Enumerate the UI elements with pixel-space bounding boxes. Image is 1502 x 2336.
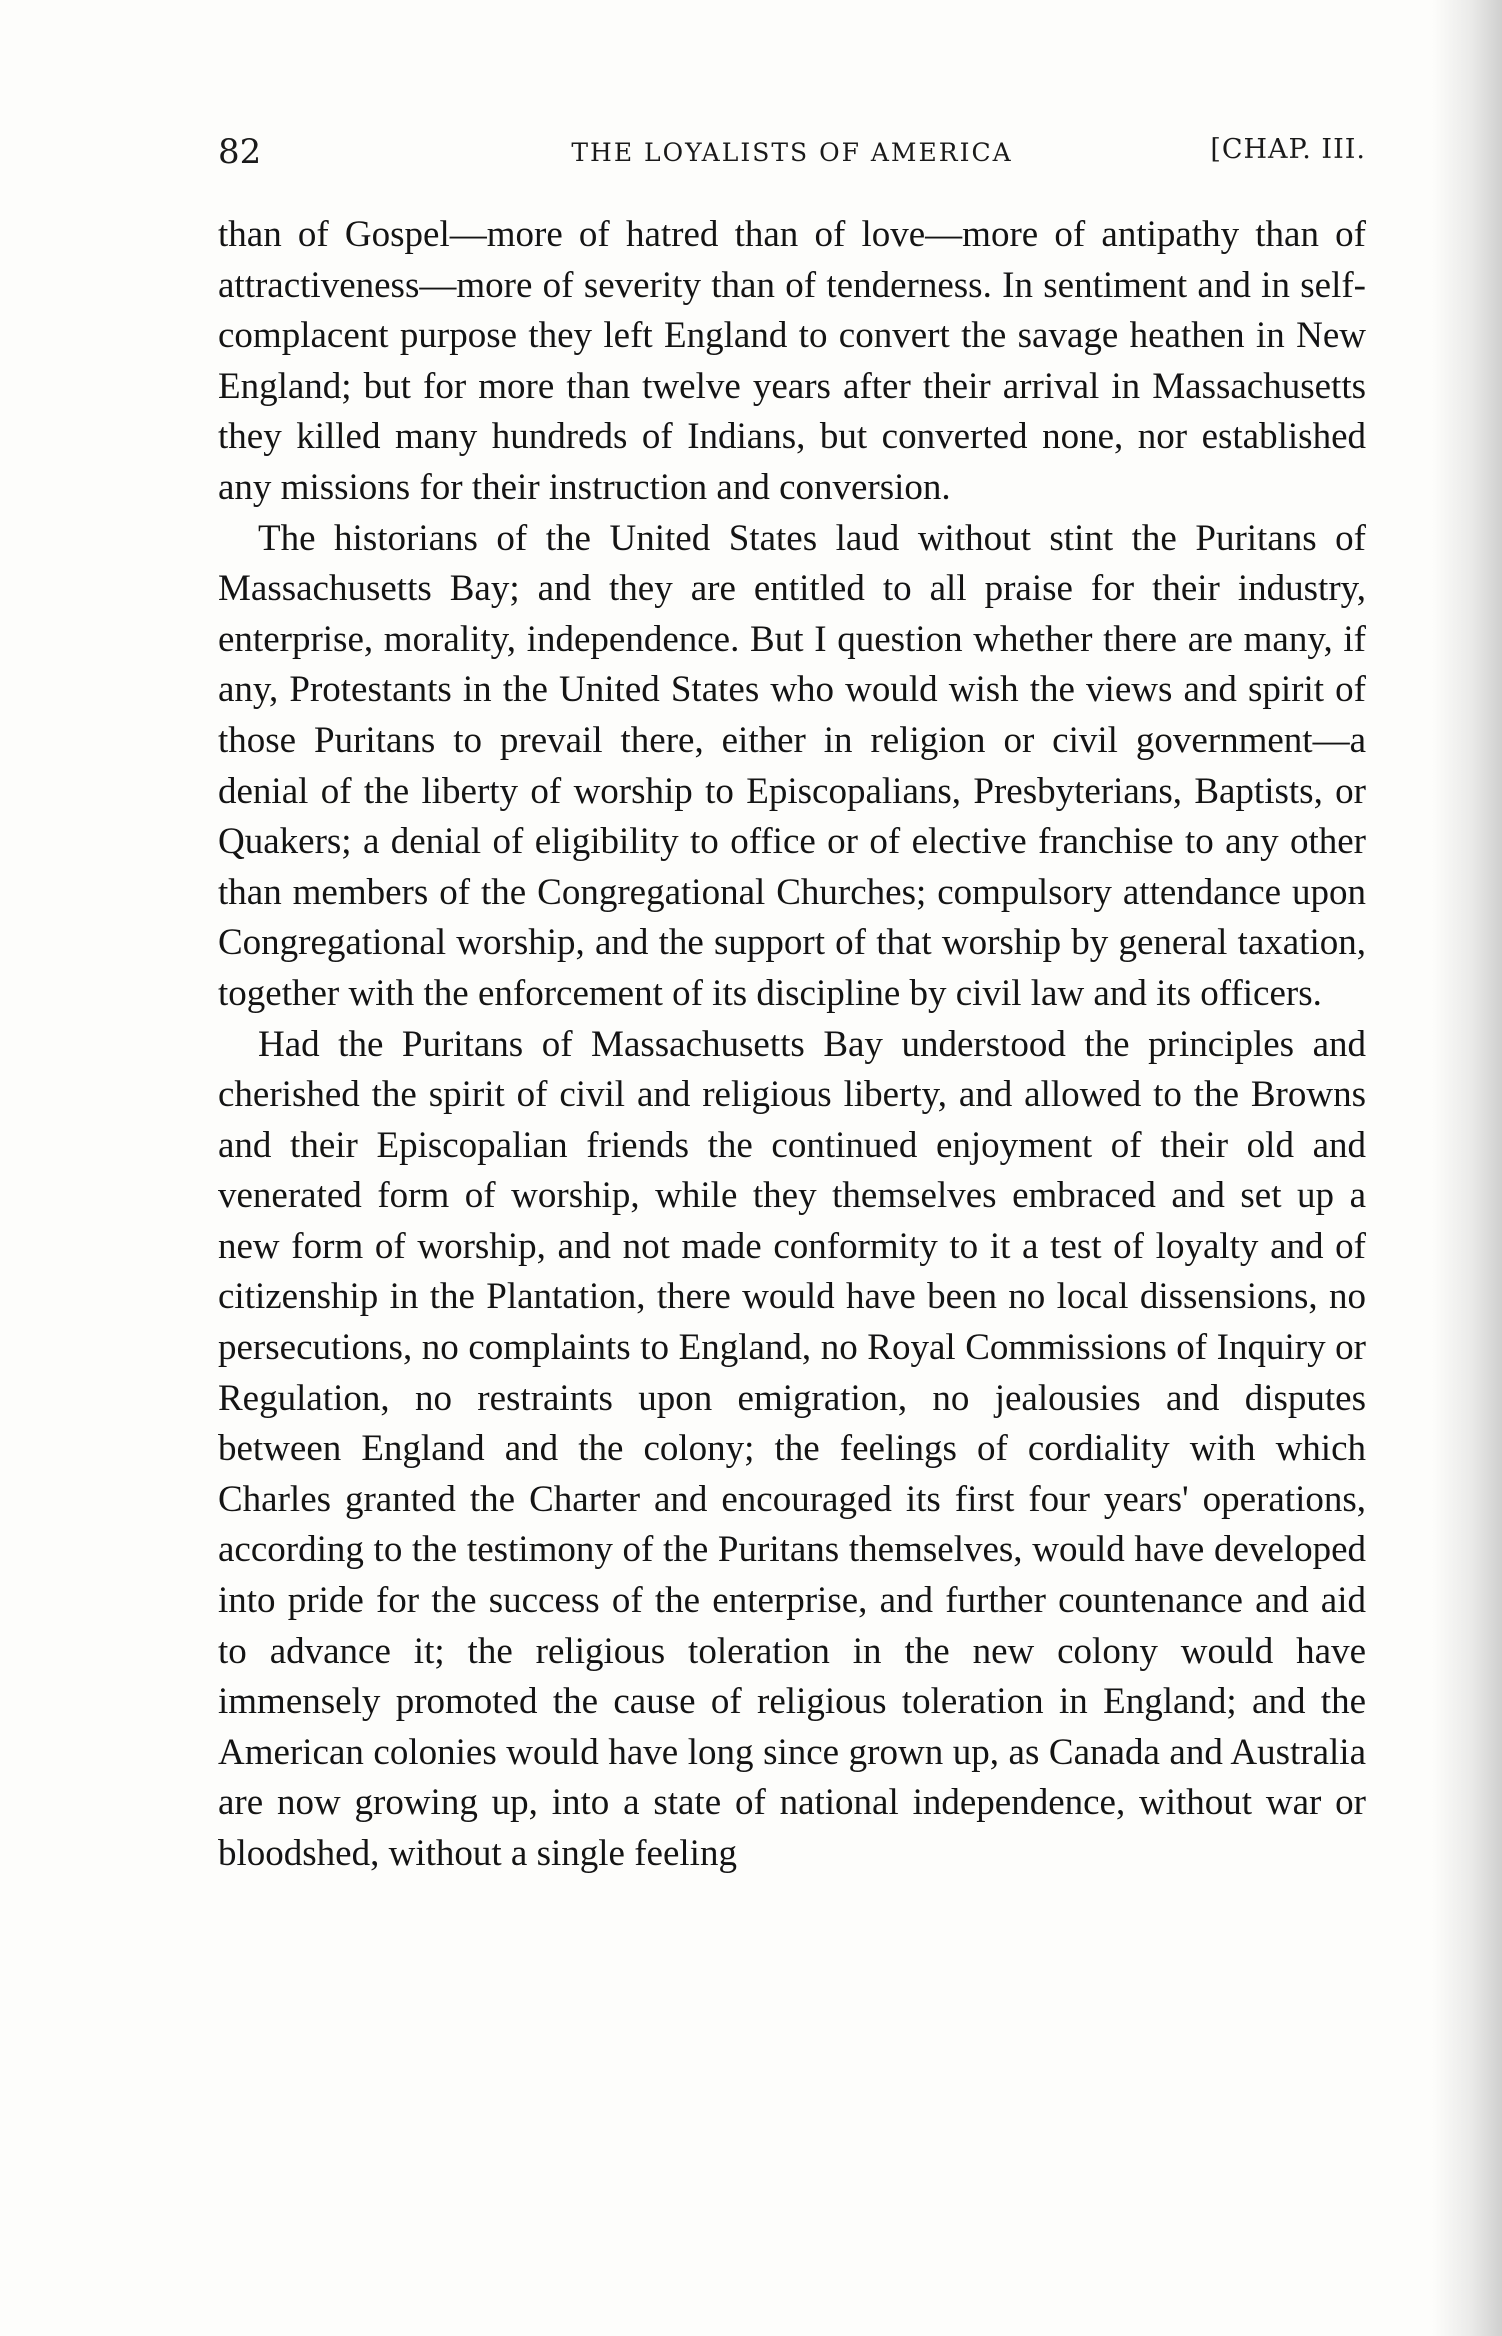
page-number: 82 <box>218 132 262 172</box>
running-head <box>218 132 1366 182</box>
chapter-reference: [CHAP. III. <box>1210 134 1366 165</box>
page-edge-shadow <box>1432 0 1502 2336</box>
paragraph-historians: The historians of the United States laud without stint the Puritans of Massachusetts Bay; and they are entitled to all praise for their industry, enterprise, morality, independence. But I question whether there are many, if any, Protestants in the United States who would wish the views and spirit of those Puritans to prevail there, either in religion or civil government—a denial of the liberty of worship to Episcopalians, Presbyterians, Baptists, or Quakers; a denial of eligibility to office or of elective franchise to any other than members of the Congregational Churches; compulsory attendance upon Congregational worship, and the support of that worship by general taxation, together with the enforcement of its discipline by civil law and its officers. <box>218 517 1366 1014</box>
paragraph-puritans: Had the Puritans of Massachusetts Bay understood the principles and cherished the spirit of civil and religious liberty, and allowed to the Browns and their Episcopalian friends the continued enjoyment of their old and venerated form of worship, while they themselves embraced and set up a new form of worship, and not made conformity to it a test of loyalty and of citizenship in the Plantation, there would have been no local dissensions, no persecutions, no complaints to England, no Royal Commissions of Inquiry or Regulation, no restraints upon emigration, no jealousies and disputes between England and the colony; the feelings of cordiality with which Charles granted the Charter and encouraged its first four years' operations, according to the testimony of the Puritans themselves, would have developed into pride for the success of the enterprise, and further countenance and aid to advance it; the religious toleration in the new colony would have immensely promoted the cause of religious toleration in England; and the American colonies would have long since grown up, as Canada and Australia are now growing up, into a state of national independence, without war or bloodshed, without a single feeling <box>218 1023 1366 1874</box>
body-text <box>218 210 1366 1880</box>
running-title: THE LOYALISTS OF AMERICA <box>571 138 1013 167</box>
paragraph-continued: than of Gospel—more of hatred than of love—more of antipathy than of attractiveness—more of severity than of tenderness. In sentiment and in self-complacent purpose they left England to convert the savage heathen in New England; but for more than twelve years after their arrival in Massachusetts they killed many hundreds of Indians, but converted none, nor established any missions for their instruction and conversion. <box>218 214 1366 508</box>
